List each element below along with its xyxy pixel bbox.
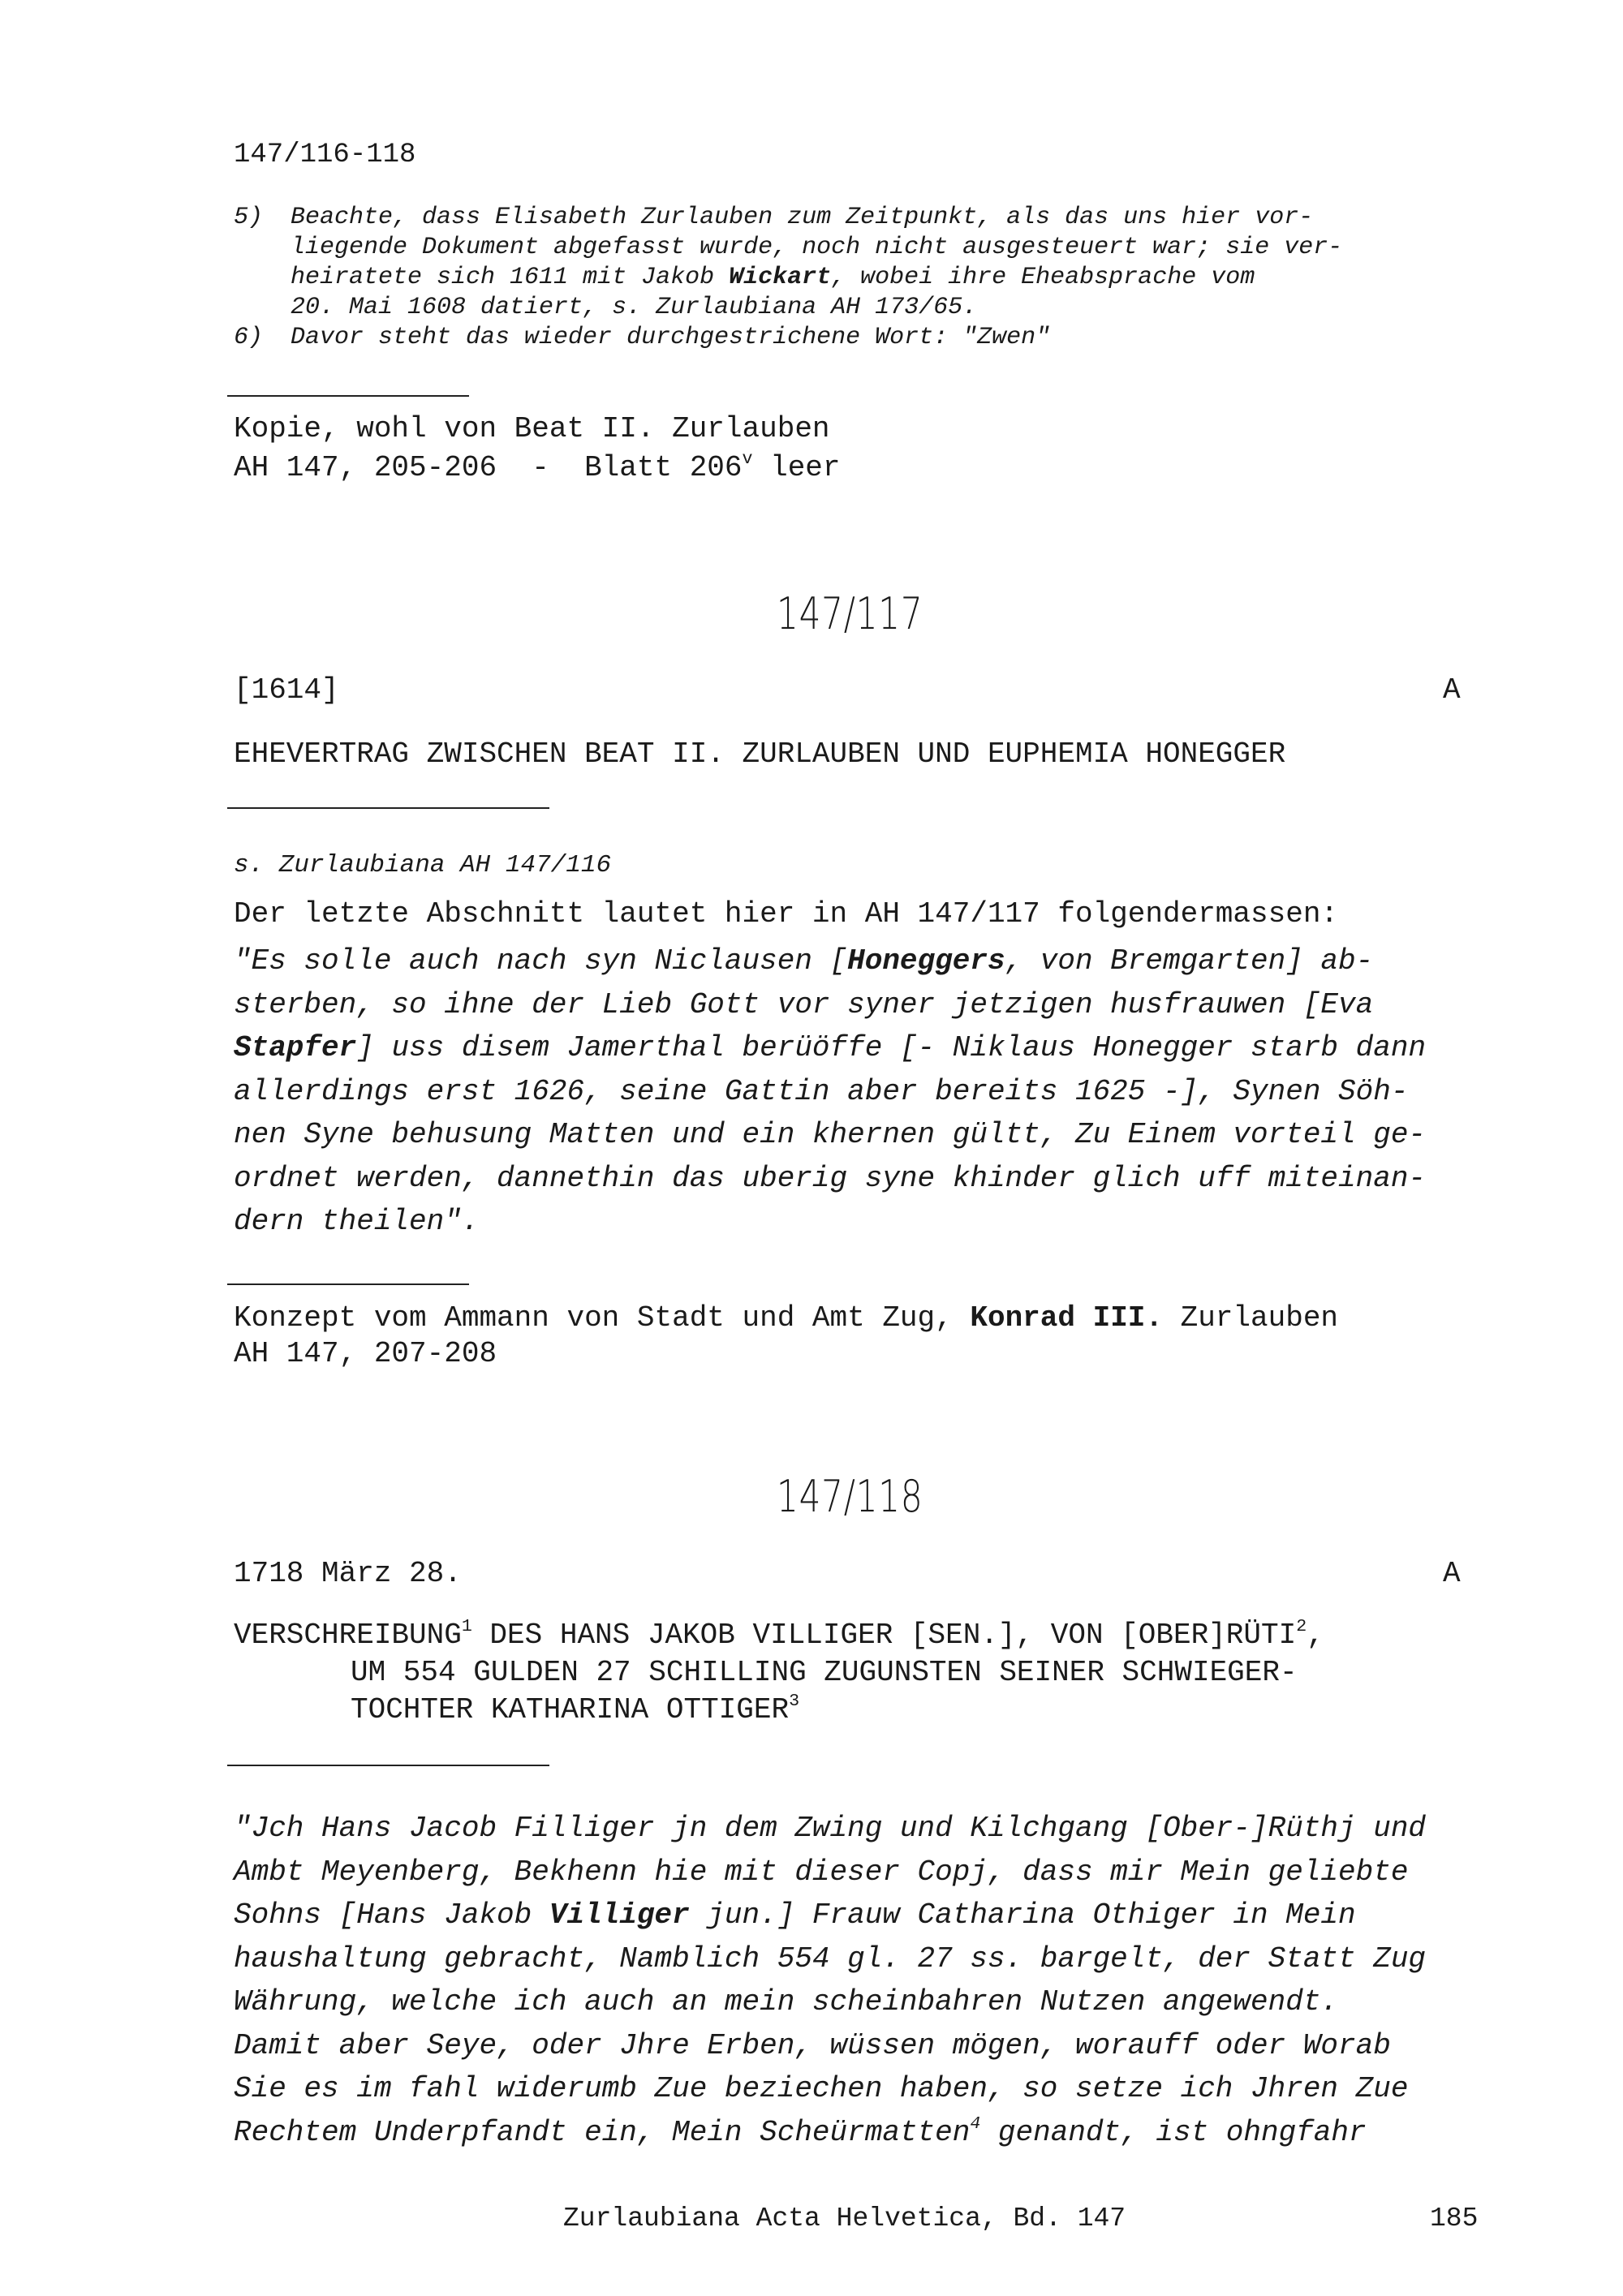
document-number: 147/118 bbox=[777, 1471, 923, 1522]
source-line: AH 147, 207-208 bbox=[234, 1337, 497, 1370]
running-header: 147/116-118 bbox=[234, 140, 416, 170]
footnote-text: Beachte, dass Elisabeth Zurlauben zum Zeitpunkt, als das uns hier vor- liegende Dokument abgefasst wurde, noch nicht ausgesteuert war; sie ver- heiratete sich 1611 mit Jakob Wickart, wobei ihre Eheabsprache vom 20. Mai 1608 datiert, s. Zurlaubiana AH 173/65. bbox=[291, 204, 1343, 321]
document-title: VERSCHREIBUNG$^1$ DES HANS JAKOB VILLIGER [SEN.], VON [OBER]RÜTI$^2$, bbox=[234, 1616, 1324, 1652]
bold-name: Stapfer bbox=[234, 1031, 357, 1064]
page-number: 185 bbox=[1430, 2204, 1479, 2234]
quotation: "Es solle auch nach syn Niclausen [Honeggers, von Bremgarten] ab- sterben, so ihne der Lieb Gott vor syner jetzigen husfrauwen [Eva Stapfer] uss disem Jamerthal berüöffe [- Niklaus Honegger starb dann allerdings erst 1626, seine Gattin aber bereits 1625 -], Synen Söh- nen Syne behusung Matten und ein khernen gültt, Zu Einem vorteil ge- ordnet werden, dannethin das uberig syne khinder glich uff miteinan- dern theilen". bbox=[234, 944, 1427, 1238]
source-line: Konzept vom Ammann von Stadt und Amt Zug, Konrad III. Zurlauben bbox=[234, 1301, 1339, 1335]
separator-rule bbox=[227, 1765, 549, 1766]
source-line: Kopie, wohl von Beat II. Zurlauben bbox=[234, 412, 830, 445]
document-date: [1614] bbox=[234, 673, 339, 707]
separator-rule bbox=[227, 395, 469, 397]
quotation: "Jch Hans Jacob Filliger jn dem Zwing und Kilchgang [Ober-]Rüthj und Ambt Meyenberg, Bekhenn hie mit dieser Copj, dass mir Mein geliebte Sohns [Hans Jakob Villiger jun.] Frauw Catharina Othiger in Mein haushaltung gebracht, Namblich 554 gl. 27 ss. bargelt, der Statt Zug Währung, welche ich auch an mein scheinbahren Nutzen angewendt. Damit aber Seye, oder Jhre Erben, wüssen mögen, worauff oder Worab Sie es im fahl widerumb Zue beziechen haben, so setze ich Jhren Zue Rechtem Underpfandt ein, Mein Scheürmatten$^4$ genandt, ist ohngfahr bbox=[234, 1812, 1427, 2149]
separator-rule bbox=[227, 807, 549, 809]
footnote-marker: 5) bbox=[234, 204, 264, 231]
document-title: UM 554 GULDEN 27 SCHILLING ZUGUNSTEN SEINER SCHWIEGER- bbox=[351, 1656, 1298, 1689]
reference: s. Zurlaubiana AH 147/116 bbox=[234, 851, 612, 879]
document-date: 1718 März 28. bbox=[234, 1557, 462, 1590]
document-letter: A bbox=[1443, 673, 1461, 707]
bold-name: Villiger bbox=[549, 1898, 690, 1932]
document-title: TOCHTER KATHARINA OTTIGER$^3$ bbox=[351, 1691, 800, 1726]
separator-rule bbox=[227, 1283, 469, 1285]
document-letter: A bbox=[1443, 1557, 1461, 1590]
footer-title: Zurlaubiana Acta Helvetica, Bd. 147 bbox=[563, 2204, 1126, 2234]
source-line: AH 147, 205-206 - Blatt 206$^v$ leer bbox=[234, 449, 841, 484]
footnote-marker: 6) bbox=[234, 324, 264, 351]
document-number: 147/117 bbox=[777, 588, 923, 639]
bold-name: Konrad III. bbox=[970, 1301, 1163, 1335]
footnote-text: Davor steht das wieder durchgestrichene Wort: "Zwen" bbox=[291, 324, 1051, 351]
intro-text: Der letzte Abschnitt lautet hier in AH 147/117 folgendermassen: bbox=[234, 897, 1339, 931]
bold-name: Wickart bbox=[729, 264, 832, 291]
bold-name: Honeggers bbox=[847, 944, 1005, 978]
document-title: EHEVERTRAG ZWISCHEN BEAT II. ZURLAUBEN UND EUPHEMIA HONEGGER bbox=[234, 737, 1286, 771]
